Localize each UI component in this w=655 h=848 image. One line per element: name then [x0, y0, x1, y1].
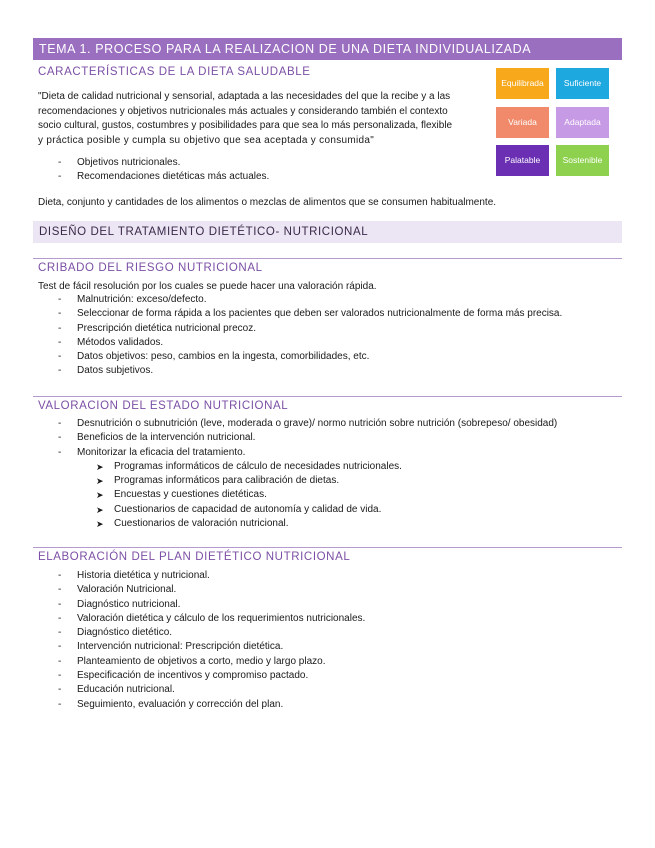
plan-heading: ELABORACIÓN DEL PLAN DIETÉTICO NUTRICIONAL: [38, 551, 351, 563]
list-item: - Datos objetivos: peso, cambios en la ingesta, comorbilidades, etc.: [58, 351, 370, 363]
list-subitem: ➤ Programas informáticos para calibración de dietas.: [96, 475, 340, 487]
tile-adaptada: Adaptada: [556, 107, 609, 138]
design-section-bar: DISEÑO DEL TRATAMIENTO DIETÉTICO- NUTRICIONAL: [33, 221, 622, 243]
list-item: - Objetivos nutricionales.: [58, 157, 181, 168]
list-item: - Diagnóstico dietético.: [58, 627, 173, 639]
list-item: - Valoración Nutricional.: [58, 584, 177, 596]
tile-sostenible: Sostenible: [556, 145, 609, 176]
screening-list: [58, 293, 618, 379]
tile-suficiente: Suficiente: [556, 68, 609, 99]
plan-list: [58, 569, 618, 712]
characteristics-heading: CARACTERÍSTICAS DE LA DIETA SALUDABLE: [38, 66, 311, 78]
section-divider: [33, 547, 622, 548]
quote-line: recomendaciones y objetivos nutricionales más actuales y considerando también el contexto: [38, 105, 448, 117]
screening-intro: Test de fácil resolución por los cuales se puede hacer una valoración rápida.: [38, 281, 377, 292]
list-item: - Especificación de incentivos y compromiso pactado.: [58, 670, 309, 682]
list-item: - Seleccionar de forma rápida a los pacientes que deben ser valorados nutricionalmente de forma más precisa.: [58, 308, 563, 320]
diet-definition: Dieta, conjunto y cantidades de los alimentos o mezclas de alimentos que se consumen habitualmente.: [38, 197, 497, 208]
list-item: - Intervención nutricional: Prescripción dietética.: [58, 641, 284, 653]
tile-palatable: Palatable: [496, 145, 549, 176]
section-divider: [33, 396, 622, 397]
healthy-diet-quote: [38, 90, 488, 148]
list-item: - Educación nutricional.: [58, 684, 175, 696]
screening-heading: CRIBADO DEL RIESGO NUTRICIONAL: [38, 262, 263, 274]
quote-line: "Dieta de calidad nutricional y sensorial, adaptada a las necesidades del que la recibe y a las: [38, 91, 451, 102]
tile-variada: Variada: [496, 107, 549, 138]
quote-line: [38, 134, 488, 149]
list-item: - Recomendaciones dietéticas más actuales.: [58, 171, 270, 183]
list-item: - Datos subjetivos.: [58, 365, 154, 377]
assessment-list: [58, 417, 628, 531]
list-item: - Malnutrición: exceso/defecto.: [58, 294, 207, 305]
characteristics-list: [58, 156, 478, 185]
section-divider: [33, 258, 622, 259]
list-item: - Prescripción dietética nutricional precoz.: [58, 322, 256, 334]
list-subitem: ➤ Cuestionarios de capacidad de autonomía y calidad de vida.: [96, 503, 382, 515]
topic-title-bar: TEMA 1. PROCESO PARA LA REALIZACION DE UNA DIETA INDIVIDUALIZADA: [33, 38, 622, 60]
list-item: - Monitorizar la eficacia del tratamiento.: [58, 446, 246, 458]
list-item: - Desnutrición o subnutrición (leve, moderada o grave)/ normo nutrición sobre nutrición (sobrepeso/ obesidad): [58, 418, 558, 429]
list-item: - Seguimiento, evaluación y corrección del plan.: [58, 698, 284, 710]
tile-equilibrada: Equilibrada: [496, 68, 549, 99]
list-item: - Planteamiento de objetivos a corto, medio y largo plazo.: [58, 655, 326, 667]
list-item: - Beneficios de la intervención nutricional.: [58, 432, 256, 444]
list-subitem: ➤ Encuestas y cuestiones dietéticas.: [96, 489, 267, 501]
list-item: - Historia dietética y nutricional.: [58, 570, 210, 581]
assessment-heading: VALORACION DEL ESTADO NUTRICIONAL: [38, 400, 289, 412]
list-item: - Valoración dietética y cálculo de los requerimientos nutricionales.: [58, 612, 366, 624]
list-subitem: ➤ Cuestionarios de valoración nutricional.: [96, 518, 289, 530]
list-subitem: ➤ Programas informáticos de cálculo de necesidades nutricionales.: [96, 460, 402, 472]
quote-emphasis: y práctica posible y cumpla su objetivo que sea aceptada y consumida": [38, 134, 375, 146]
list-item: - Diagnóstico nutricional.: [58, 598, 181, 610]
list-item: - Métodos validados.: [58, 336, 164, 348]
quote-line: socio cultural, gustos, costumbres y posibilidades para que sea lo más personalizada, flexible: [38, 120, 453, 132]
